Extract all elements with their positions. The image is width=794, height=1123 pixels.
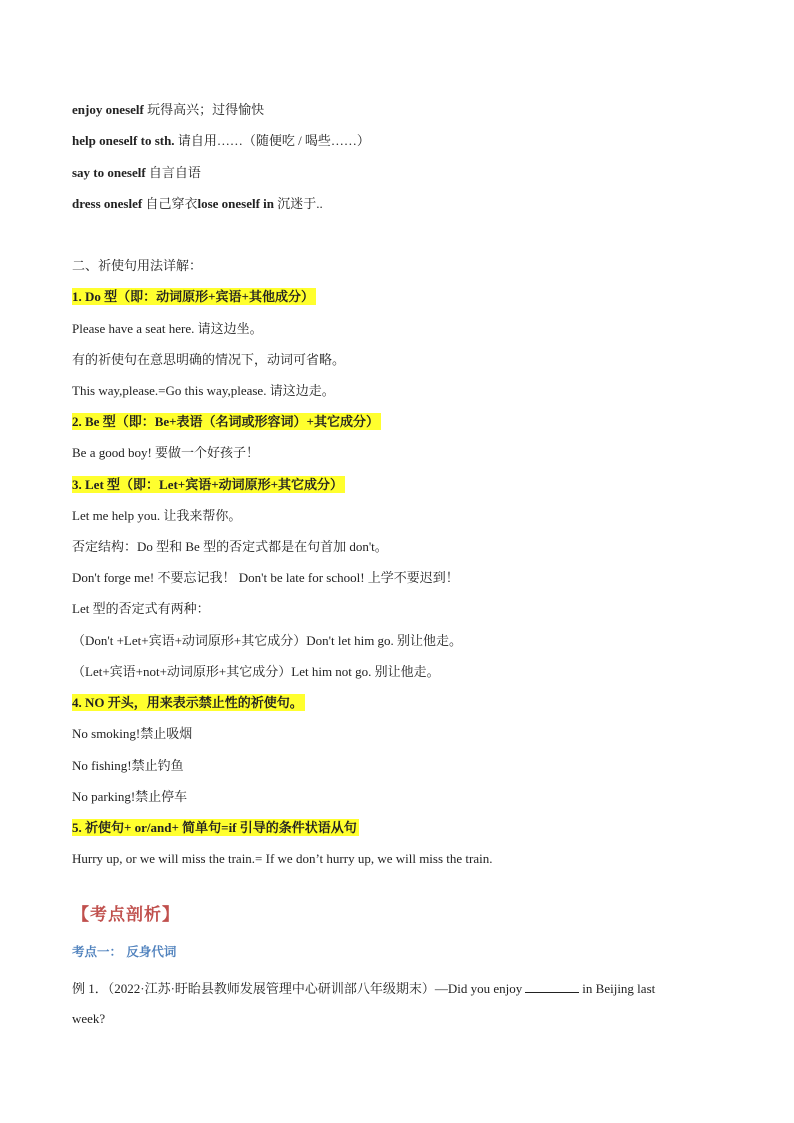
phrase-en: say to oneself — [72, 165, 146, 180]
rule-heading-5 — [72, 819, 359, 837]
example-line: No parking!禁止停车 — [72, 789, 188, 804]
phrase-line-2 — [72, 132, 370, 150]
rule-heading-2 — [72, 413, 381, 431]
phrase-en: lose oneself in — [197, 196, 275, 211]
highlight: 1. Do 型（即：动词原形+宾语+其他成分） — [72, 289, 314, 304]
phrase-cn: 沉迷于.. — [277, 196, 323, 211]
phrase-cn: 玩得高兴；过得愉快 — [147, 102, 265, 117]
example-line: No smoking!禁止吸烟 — [72, 726, 193, 741]
example-line: 有的祈使句在意思明确的情况下，动词可省略。 — [72, 352, 346, 367]
phrase-en: enjoy oneself — [72, 102, 144, 117]
phrase-cn: 请自用……（随便吃 / 喝些……） — [177, 133, 370, 148]
rule-heading-3 — [72, 476, 345, 494]
question-text: week? — [72, 1011, 106, 1026]
question-text: in Beijing last — [582, 981, 656, 996]
phrase-en: help oneself to sth. — [72, 133, 175, 148]
example-line: No fishing!禁止钓鱼 — [72, 758, 184, 773]
example-line: Let 型的否定式有两种： — [72, 601, 210, 616]
point-heading: 考点一： 反身代词 — [72, 944, 177, 959]
highlight: 2. Be 型（即：Be+表语（名词或形容词）+其它成分） — [72, 414, 379, 429]
phrase-en: dress oneslef — [72, 196, 143, 211]
example-line: Let me help you. 让我来帮你。 — [72, 508, 242, 523]
example-question — [72, 974, 724, 1034]
analysis-title: 【考点剖析】 — [72, 905, 180, 925]
example-line: Hurry up, or we will miss the train.= If we don’t hurry up, we will miss the train. — [72, 851, 493, 866]
phrase-cn: 自言自语 — [148, 165, 201, 180]
question-text: 例 1．（2022·江苏·盱眙县教师发展管理中心研训部八年级期末）—Did you enjoy — [72, 981, 523, 996]
example-line: （Let+宾语+not+动词原形+其它成分）Let him not go. 别让他走。 — [72, 664, 440, 679]
highlight: 5. 祈使句+ or/and+ 简单句=if 引导的条件状语从句 — [72, 820, 357, 835]
highlight: 3. Let 型（即：Let+宾语+动词原形+其它成分） — [72, 477, 344, 492]
phrase-line-1 — [72, 101, 264, 119]
highlight: 4. NO 开头，用来表示禁止性的祈使句。 — [72, 695, 303, 710]
example-line: Please have a seat here. 请这边坐。 — [72, 321, 263, 336]
phrase-line-3 — [72, 164, 201, 182]
example-line: （Don't +Let+宾语+动词原形+其它成分）Don't let him go. 别让他走。 — [72, 633, 463, 648]
answer-blank — [525, 981, 579, 993]
phrase-line-4 — [72, 195, 323, 213]
example-line: Be a good boy! 要做一个好孩子！ — [72, 445, 260, 460]
example-line: This way,please.=Go this way,please. 请这边走。 — [72, 383, 335, 398]
example-line: Don't forge me! 不要忘记我！ Don't be late for school! 上学不要迟到！ — [72, 570, 459, 585]
rule-heading-1 — [72, 288, 316, 306]
example-line: 否定结构：Do 型和 Be 型的否定式都是在句首加 don't。 — [72, 539, 388, 554]
phrase-cn: 自己穿衣 — [145, 196, 198, 211]
section-heading: 二、祈使句用法详解： — [72, 258, 203, 273]
rule-heading-4 — [72, 694, 305, 712]
